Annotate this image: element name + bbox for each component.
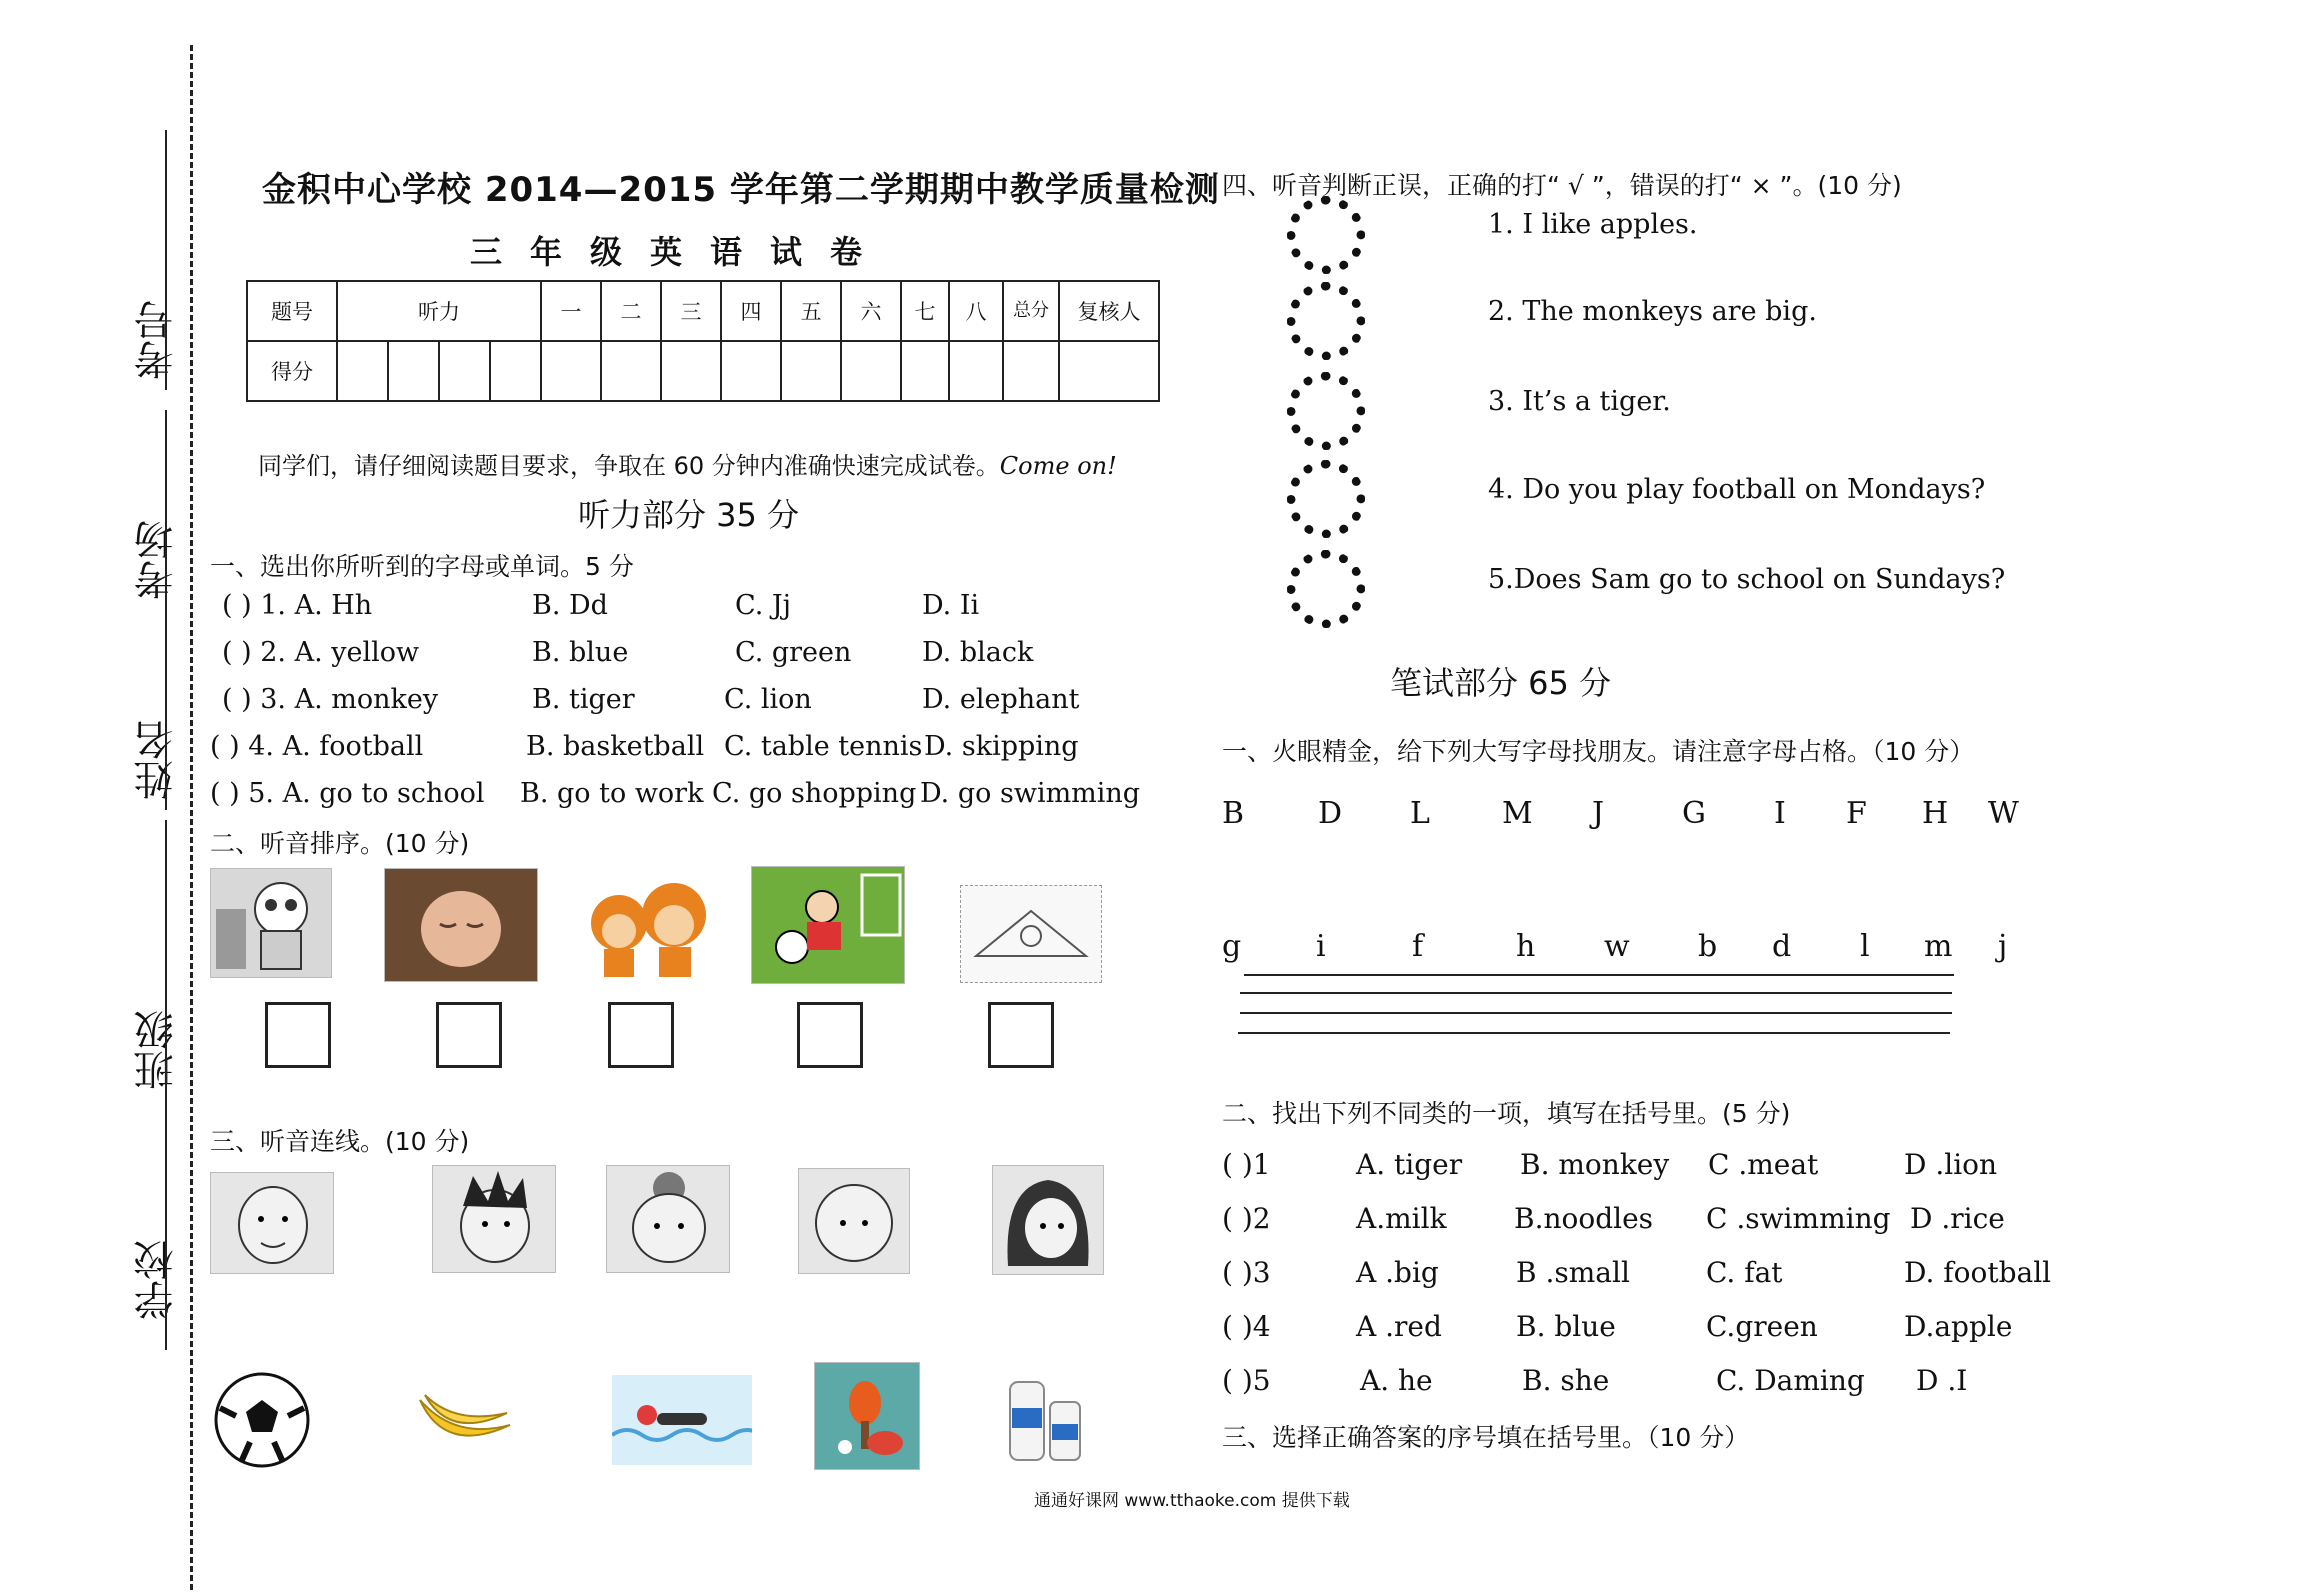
uppercase-letter: W [1988,796,2019,831]
lowercase-letter: b [1698,929,1718,964]
part4-item-5: 5.Does Sam go to school on Sundays? [1488,564,2006,595]
intro-text [258,446,1117,481]
exam-number-write-line [165,130,167,390]
score-cell[interactable] [1003,341,1059,401]
writing-line[interactable] [1240,1012,1952,1014]
w2-row-5-b: B. she [1522,1364,1610,1397]
score-header-cell: 二 [601,281,661,341]
uppercase-letter: I [1774,796,1786,831]
exam-subtitle: 三年级英语试卷 [470,233,891,271]
school-write-line [165,1080,167,1350]
w2-row-5-d: D .I [1916,1364,1968,1397]
answer-sun-icon[interactable] [1287,550,1365,628]
score-cell[interactable] [541,341,601,401]
score-cell[interactable] [781,341,841,401]
w2-row-4-c: C.green [1706,1310,1818,1343]
lowercase-letter: w [1604,929,1630,964]
score-cell[interactable] [388,341,439,401]
answer-sun-icon[interactable] [1287,196,1365,274]
part1-row-2-b: B. blue [532,637,629,668]
score-table [246,280,1160,402]
part1-row-3-num: ( ) 3. A. monkey [222,684,439,715]
w2-row-4-a: A .red [1356,1310,1442,1343]
side-label-exam-number: 考号 [134,300,180,380]
side-label-class: 班级 [134,1010,180,1090]
lowercase-letter: g [1222,929,1242,964]
score-cell[interactable] [721,341,781,401]
order-answer-box-3[interactable] [608,1002,674,1068]
w1-title: 一、火眼精金，给下列大写字母找朋友。请注意字母占格。（10 分） [1222,737,1975,766]
part1-row-4-b: B. basketball [526,731,705,762]
side-label-school: 学校 [134,1240,180,1320]
w2-row-1-b: B. monkey [1520,1148,1670,1181]
part1-row-1-d: D. Ii [922,590,980,621]
uppercase-letter: G [1682,796,1706,831]
exam-room-write-line [165,410,167,660]
score-header-cell: 五 [781,281,841,341]
lowercase-letter: i [1316,929,1326,964]
score-header-cell: 复核人 [1059,281,1159,341]
part4-title: 四、听音判断正误，正确的打“ √ ”，错误的打“ × ”。(10 分) [1222,171,1902,200]
part4-item-2: 2. The monkeys are big. [1488,296,1817,327]
part1-row-3-d: D. elephant [922,684,1080,715]
w2-row-1-d: D .lion [1904,1148,1998,1181]
w2-row-2-c: C .swimming [1706,1202,1891,1235]
girl-with-bun-face-picture [606,1165,730,1273]
part1-row-1-num: ( ) 1. A. Hh [222,590,373,621]
banana-picture [415,1385,515,1455]
score-header-cell: 题号 [247,281,337,341]
part1-row-5-c: C. go shopping [712,778,917,809]
score-header-cell: 听力 [337,281,541,341]
uppercase-letter: D [1318,796,1343,831]
score-cell[interactable] [439,341,490,401]
boy-spiky-hair-face-picture [432,1165,556,1273]
lowercase-letter: l [1860,929,1870,964]
soccer-ball-picture [212,1370,312,1470]
writing-line[interactable] [1240,992,1952,994]
w2-row-3-b: B .small [1516,1256,1630,1289]
w2-row-5-a: A. he [1360,1364,1433,1397]
answer-sun-icon[interactable] [1287,282,1365,360]
w2-row-2-a: A.milk [1356,1202,1447,1235]
uppercase-letter: M [1502,796,1533,831]
intro-encouragement: Come on! [999,452,1117,480]
part3-title: 三、听音连线。(10 分) [210,1127,470,1156]
two-monkeys-picture [574,875,726,981]
part1-row-3-b: B. tiger [532,684,635,715]
uppercase-letter: L [1410,796,1430,831]
uppercase-letter: J [1592,796,1605,831]
w2-row-3-c: C. fat [1706,1256,1783,1289]
writing-line[interactable] [1244,974,1954,976]
swimming-picture [612,1375,752,1465]
score-header-cell: 一 [541,281,601,341]
score-cell[interactable] [601,341,661,401]
uppercase-letter: F [1846,796,1867,831]
lowercase-letter: j [1998,929,2008,964]
milk-bottles-picture [1000,1368,1090,1464]
part1-row-5-d: D. go swimming [920,778,1141,809]
score-row-label: 得分 [247,341,337,401]
score-header-cell: 三 [661,281,721,341]
lowercase-letter: d [1772,929,1792,964]
order-answer-box-1[interactable] [265,1002,331,1068]
w2-row-1-c: C .meat [1708,1148,1819,1181]
part2-title: 二、听音排序。(10 分) [210,829,470,858]
w2-row-3-d: D. football [1904,1256,2052,1289]
binding-dashed-line [190,45,193,1590]
girl-sleeping-in-bed-picture [960,885,1102,983]
intro-instructions: 同学们，请仔细阅读题目要求，争取在 60 分钟内准确快速完成试卷。 [258,452,1000,480]
part1-row-4-num: ( ) 4. A. football [210,731,424,762]
w2-row-1-num: ( )1 [1222,1148,1271,1181]
uppercase-letter: B [1222,796,1245,831]
old-man-face-picture [210,1172,334,1274]
footer-credit: 通通好课网 www.tthaoke.com 提供下载 [1034,1491,1350,1511]
lowercase-letter: f [1412,929,1424,964]
score-header-cell: 总分 [1003,281,1059,341]
score-header-cell: 八 [949,281,1003,341]
score-header-cell: 四 [721,281,781,341]
writing-line[interactable] [1238,1032,1950,1034]
sleeping-baby-picture [384,868,538,982]
football-kick-picture [751,866,905,984]
listening-heading: 听力部分 35 分 [578,496,800,534]
w3-title: 三、选择正确答案的序号填在括号里。（10 分） [1222,1423,1750,1452]
score-cell[interactable] [490,341,541,401]
written-heading: 笔试部分 65 分 [1390,664,1612,702]
score-cell[interactable] [841,341,901,401]
w2-row-4-num: ( )4 [1222,1310,1271,1343]
part1-row-2-d: D. black [922,637,1034,668]
part4-item-3: 3. It’s a tiger. [1488,386,1671,417]
score-cell[interactable] [1059,341,1159,401]
panda-waving-picture [210,868,332,978]
score-cell[interactable] [949,341,1003,401]
w2-row-2-num: ( )2 [1222,1202,1271,1235]
w2-row-3-a: A .big [1356,1256,1439,1289]
lowercase-letter: h [1516,929,1536,964]
exam-title: 金积中心学校 2014—2015 学年第二学期期中教学质量检测 [262,170,1220,210]
answer-sun-icon[interactable] [1287,460,1365,538]
part4-item-4: 4. Do you play football on Mondays? [1488,474,1986,505]
part1-row-2-num: ( ) 2. A. yellow [222,637,420,668]
part4-item-1: 1. I like apples. [1488,209,1698,240]
order-answer-box-4[interactable] [797,1002,863,1068]
side-label-name: 姓名 [134,720,180,800]
w2-row-2-b: B.noodles [1514,1202,1654,1235]
part1-row-4-c: C. table tennis [724,731,923,762]
class-write-line [165,820,167,1080]
score-cell[interactable] [337,341,388,401]
w2-row-5-num: ( )5 [1222,1364,1271,1397]
part1-row-5-num: ( ) 5. A. go to school [210,778,485,809]
w2-row-3-num: ( )3 [1222,1256,1271,1289]
order-answer-box-5[interactable] [988,1002,1054,1068]
girl-long-hair-face-picture [992,1165,1104,1275]
score-header-cell: 七 [901,281,949,341]
lowercase-letter: m [1924,929,1953,964]
part1-row-1-b: B. Dd [532,590,608,621]
score-cell[interactable] [901,341,949,401]
score-cell[interactable] [661,341,721,401]
w2-row-1-a: A. tiger [1356,1148,1463,1181]
name-write-line [165,640,167,810]
w2-row-2-d: D .rice [1910,1202,2005,1235]
part1-row-1-c: C. Jj [735,590,792,621]
part1-title: 一、选出你所听到的字母或单词。5 分 [210,552,634,581]
part1-row-4-d: D. skipping [924,731,1079,762]
score-header-cell: 六 [841,281,901,341]
part1-row-3-c: C. lion [724,684,812,715]
w2-row-4-b: B. blue [1516,1310,1616,1343]
side-label-exam-room: 考场 [134,520,180,600]
w2-row-5-c: C. Daming [1716,1364,1865,1397]
part1-row-5-b: B. go to work [520,778,704,809]
table-tennis-picture [814,1362,920,1470]
answer-sun-icon[interactable] [1287,372,1365,450]
uppercase-letter: H [1922,796,1949,831]
baby-face-picture [798,1168,910,1274]
order-answer-box-2[interactable] [436,1002,502,1068]
part1-row-2-c: C. green [735,637,852,668]
w2-row-4-d: D.apple [1904,1310,2013,1343]
w2-title: 二、找出下列不同类的一项，填写在括号里。(5 分) [1222,1099,1791,1128]
